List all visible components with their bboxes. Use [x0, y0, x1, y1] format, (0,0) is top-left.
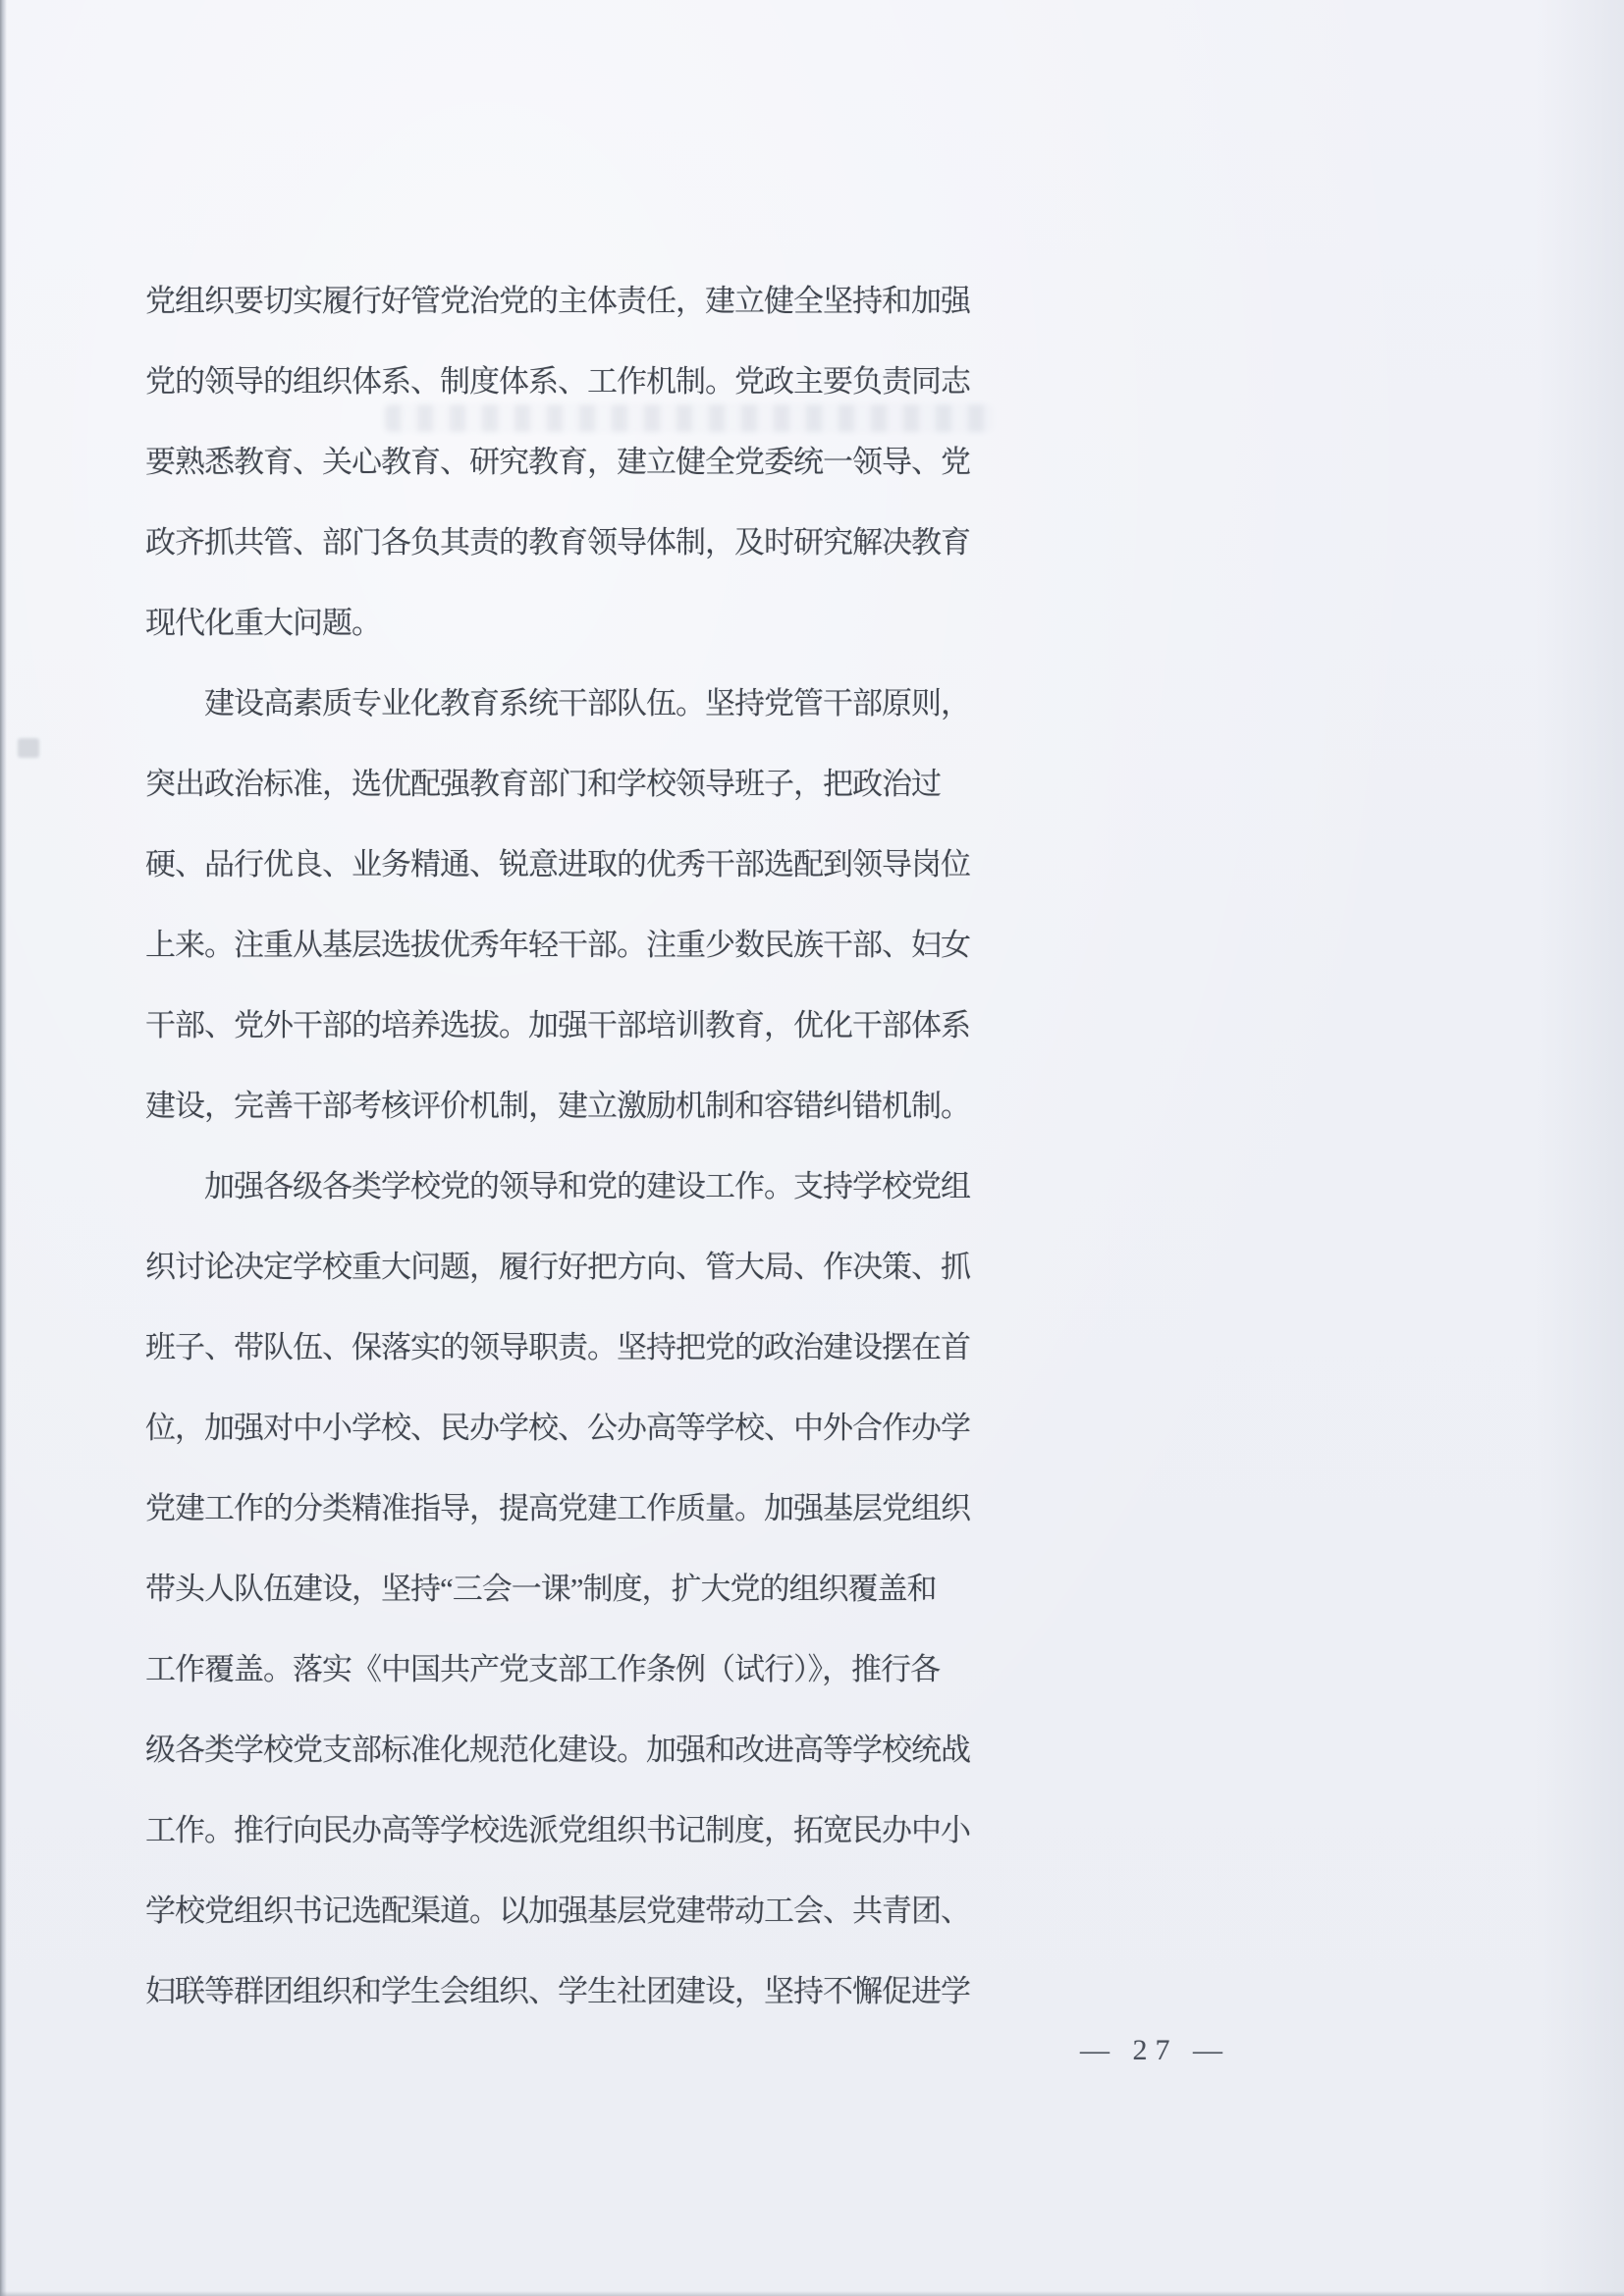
document-body [145, 261, 990, 2032]
text-line: 干部、党外干部的培养选拔。加强干部培训教育，优化干部体系 [145, 1008, 970, 1042]
text-line: 妇联等群团组织和学生会组织、学生社团建设，坚持不懈促进学 [145, 1974, 970, 2008]
scan-edge-bottom [0, 2291, 1624, 2296]
text-line: 工作。推行向民办高等学校选派党组织书记制度，拓宽民办中小 [145, 1813, 970, 1847]
scan-edge-shadow [0, 0, 7, 2296]
text-line: 建设高素质专业化教育系统干部队伍。坚持党管干部原则， [204, 686, 970, 721]
text-line: 工作覆盖。落实《中国共产党支部工作条例（试行）》，推行各 [145, 1652, 940, 1686]
text-line: 学校党组织书记选配渠道。以加强基层党建带动工会、共青团、 [145, 1894, 970, 1928]
text-line: 建设，完善干部考核评价机制，建立激励机制和容错纠错机制。 [145, 1089, 970, 1123]
paragraph-1 [145, 261, 990, 664]
paragraph-3 [145, 1147, 990, 2032]
text-line: 级各类学校党支部标准化规范化建设。加强和改进高等学校统战 [145, 1733, 970, 1767]
paragraph-2 [145, 664, 990, 1147]
text-line: 上来。注重从基层选拔优秀年轻干部。注重少数民族干部、妇女 [145, 928, 970, 962]
text-line: 突出政治标准，选优配强教育部门和学校领导班子，把政治过 [145, 767, 941, 801]
text-line: 党建工作的分类精准指导，提高党建工作质量。加强基层党组织 [145, 1491, 970, 1525]
scan-shade-right [1536, 0, 1624, 2296]
text-line: 党的领导的组织体系、制度体系、工作机制。党政主要负责同志 [145, 364, 970, 399]
text-line: 班子、带队伍、保落实的领导职责。坚持把党的政治建设摆在首 [145, 1330, 970, 1364]
page-number: — 27 — [1080, 2034, 1230, 2066]
text-line: 现代化重大问题。 [145, 606, 381, 640]
text-line: 要熟悉教育、关心教育、研究教育，建立健全党委统一领导、党 [145, 445, 970, 479]
margin-smudge [18, 738, 39, 758]
text-line: 党组织要切实履行好管党治党的主体责任，建立健全坚持和加强 [145, 284, 970, 318]
text-line: 织讨论决定学校重大问题，履行好把方向、管大局、作决策、抓 [145, 1250, 970, 1284]
text-line: 带头人队伍建设，坚持“三会一课”制度，扩大党的组织覆盖和 [145, 1572, 937, 1606]
text-line: 加强各级各类学校党的领导和党的建设工作。支持学校党组 [204, 1169, 970, 1203]
text-line: 位，加强对中小学校、民办学校、公办高等学校、中外合作办学 [145, 1411, 970, 1445]
text-line: 硬、品行优良、业务精通、锐意进取的优秀干部选配到领导岗位 [145, 847, 970, 881]
text-line: 政齐抓共管、部门各负其责的教育领导体制，及时研究解决教育 [145, 525, 970, 560]
